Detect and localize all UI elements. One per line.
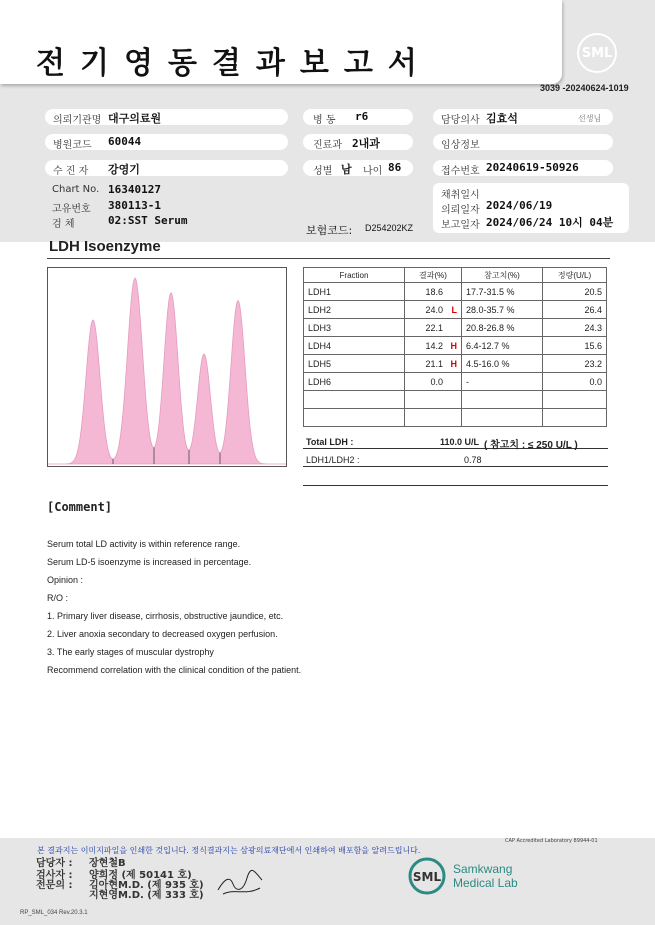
collect-label: 채취일시: [441, 190, 480, 201]
result-value: 24.0: [425, 304, 443, 315]
comment-line: R/O :: [47, 593, 69, 603]
empty-cell: [304, 391, 405, 409]
col-result: 결과(%): [405, 268, 462, 283]
empty-cell: [304, 409, 405, 427]
request-date-value: 2024/06/19: [486, 199, 553, 212]
patient-value: 강영기: [108, 163, 140, 176]
age-value: 86: [388, 161, 402, 174]
reference-value: -: [462, 373, 543, 391]
request-date-label: 의뢰일자: [441, 205, 480, 216]
fraction-name: LDH6: [304, 373, 405, 391]
comment-line: 3. The early stages of muscular dystrophy: [47, 647, 214, 657]
result-cell: [405, 355, 462, 373]
receipt-label: 접수번호: [441, 166, 480, 177]
signature-image: [215, 868, 265, 898]
ward-label: 병 동: [313, 115, 336, 126]
result-cell: [405, 283, 462, 301]
hospital-code-label: 병원코드: [53, 140, 92, 151]
ward-value: r6: [355, 110, 369, 123]
lab-name-line1: Samkwang: [453, 862, 513, 876]
empty-cell: [543, 409, 607, 427]
result-cell: [405, 337, 462, 355]
section-title: LDH Isoenzyme: [49, 238, 161, 255]
patient-info-panel: [0, 97, 655, 242]
empty-cell: [462, 391, 543, 409]
col-fraction: Fraction: [304, 268, 405, 283]
svg-text:SML: SML: [412, 870, 442, 884]
empty-cell: [543, 391, 607, 409]
in-charge-label: 담당자 :: [36, 858, 73, 869]
report-title: 전기영동결과보고서: [36, 46, 432, 81]
table-row: [304, 319, 607, 337]
comment-heading: [Comment]: [47, 500, 113, 514]
dept-value: 2내과: [352, 137, 380, 150]
chart-no-label: Chart No.: [52, 184, 100, 195]
reference-value: 17.7-31.5 %: [462, 283, 543, 301]
comment-line: Serum total LD activity is within reference range.: [47, 539, 241, 549]
ratio-line-bottom: [303, 485, 608, 486]
reference-value: 20.8-26.8 %: [462, 319, 543, 337]
footer-notice: 본 결과지는 이미지파일을 인쇄한 것입니다. 정식결과지는 삼광의료재단에서 인쇄하여 배포함을 알려드립니다.: [37, 846, 421, 855]
table-row: [304, 301, 607, 319]
in-charge-name: 장현철B: [89, 858, 126, 869]
specimen-label: 검 체: [52, 219, 75, 230]
result-value: 18.6: [425, 286, 443, 297]
quantity-value: 23.2: [543, 355, 607, 373]
reference-value: 4.5-16.0 %: [462, 355, 543, 373]
result-flag: L: [451, 304, 457, 315]
electrophoresis-curve: [48, 268, 286, 466]
unique-no-value: 380113-1: [108, 199, 161, 212]
institution-value: 대구의료원: [108, 112, 162, 125]
unique-no-label: 고유번호: [52, 204, 91, 215]
total-ldh-reference: ( 참고치 : ≤ 250 U/L ): [484, 440, 578, 451]
specialist-label: 전문의 :: [36, 880, 73, 891]
sml-lab-logo-icon: [405, 856, 449, 896]
report-date-value: 2024/06/24 10시 04분: [486, 216, 614, 229]
ratio-value: 0.78: [464, 455, 482, 465]
section-divider: [47, 258, 610, 259]
comment-line: 1. Primary liver disease, cirrhosis, obstructive jaundice, etc.: [47, 611, 284, 621]
sex-value: 남: [341, 163, 352, 176]
ratio-line: [303, 466, 608, 467]
patient-label: 수 진 자: [53, 166, 89, 177]
ldh-area-curve: [48, 278, 286, 464]
col-reference: 참고치(%): [462, 268, 543, 283]
insurance-value: D254202KZ: [365, 223, 414, 233]
quantity-value: 20.5: [543, 283, 607, 301]
dept-label: 진료과: [313, 140, 342, 151]
reference-value: 28.0-35.7 %: [462, 301, 543, 319]
table-row-empty: [304, 391, 607, 409]
doctor-label: 담당의사: [441, 115, 480, 126]
hospital-code-value: 60044: [108, 135, 142, 148]
quantity-value: 26.4: [543, 301, 607, 319]
ratio-label: LDH1/LDH2 :: [306, 455, 360, 465]
receipt-value: 20240619-50926: [486, 161, 579, 174]
cap-accreditation: CAP Accredited Laboratory 89944-01: [505, 838, 598, 844]
result-value: 21.1: [425, 358, 443, 369]
result-cell: [405, 373, 462, 391]
result-flag: H: [450, 340, 457, 351]
sex-label: 성별: [313, 166, 333, 177]
comment-line: Opinion :: [47, 575, 84, 585]
footer-band: [0, 838, 655, 925]
fraction-name: LDH1: [304, 283, 405, 301]
col-quantity: 정량(U/L): [543, 268, 607, 283]
doctor-suffix: 선생님: [578, 114, 602, 123]
age-label: 나이: [363, 166, 383, 177]
fraction-name: LDH5: [304, 355, 405, 373]
sml-logo: SML: [577, 33, 617, 73]
tester-label: 검사자 :: [36, 870, 73, 881]
table-row: [304, 283, 607, 301]
form-code: RP_SML_034 Rev.20.3.1: [20, 910, 88, 916]
chart-no-value: 16340127: [108, 183, 161, 196]
result-value: 0.0: [430, 376, 443, 387]
comment-line: Recommend correlation with the clinical condition of the patient.: [47, 665, 302, 675]
tester-name: 양희정 (제 50141 호): [89, 870, 192, 881]
empty-cell: [405, 391, 462, 409]
institution-label: 의뢰기관명: [53, 115, 102, 126]
specialist-name-2: 지현영M.D. (제 333 호): [89, 890, 204, 901]
specialist-name-1: 김아현M.D. (제 935 호): [89, 880, 204, 891]
reference-value: 6.4-12.7 %: [462, 337, 543, 355]
clinical-info-label: 임상정보: [441, 140, 480, 151]
empty-cell: [462, 409, 543, 427]
comment-line: 2. Liver anoxia secondary to decreased oxygen perfusion.: [47, 629, 278, 639]
insurance-label: 보험코드:: [306, 224, 353, 237]
result-cell: [405, 301, 462, 319]
table-header-row: [304, 268, 607, 283]
table-row: [304, 373, 607, 391]
results-table: [303, 267, 607, 427]
report-date-label: 보고일자: [441, 220, 480, 231]
quantity-value: 0.0: [543, 373, 607, 391]
electrophoresis-chart: [47, 267, 287, 467]
result-cell: [405, 319, 462, 337]
result-flag: H: [450, 358, 457, 369]
document-number: 3039 -20240624-1019: [540, 83, 629, 93]
fraction-name: LDH2: [304, 301, 405, 319]
table-row: [304, 337, 607, 355]
table-row: [304, 355, 607, 373]
table-row-empty: [304, 409, 607, 427]
total-ldh-value: 110.0 U/L: [440, 437, 480, 447]
comment-line: Serum LD-5 isoenzyme is increased in percentage.: [47, 557, 252, 567]
specimen-value: 02:SST Serum: [108, 214, 188, 227]
fraction-name: LDH4: [304, 337, 405, 355]
result-value: 22.1: [425, 322, 443, 333]
fraction-name: LDH3: [304, 319, 405, 337]
doctor-value: 김효석: [486, 112, 518, 125]
quantity-value: 24.3: [543, 319, 607, 337]
quantity-value: 15.6: [543, 337, 607, 355]
empty-cell: [405, 409, 462, 427]
total-ldh-label: Total LDH :: [306, 437, 354, 447]
lab-name-line2: Medical Lab: [453, 876, 518, 890]
result-value: 14.2: [425, 340, 443, 351]
